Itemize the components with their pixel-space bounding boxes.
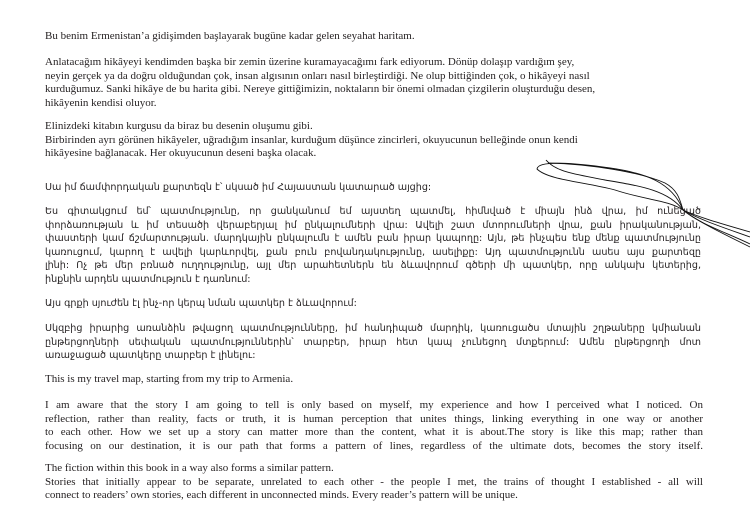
turkish-para1-line: neyin gerçek ya da doğru olduğundan çok, insan algısının onları nasıl birleştirdiği. Ne olup bittiğinden çok, o hikâyeyi nasıl [45,69,590,82]
english-para1-line: focusing on our destination, it is our path that forms a pattern of lines, regardless of the ultimate dots, becomes the story itself. [45,439,703,452]
armenian-para1-line: ինքնին արդեն պատմություն է դառնում: [45,273,251,285]
armenian-para1-line: փորձառության և իմ տեսածի վերաբերյալ իմ ընկալումների վրա: Ավելի շատ մտորումների վրա, քան իրականության, [45,219,701,231]
armenian-para3-line: առաջացած պատկերը տարբեր է լինելու: [45,350,256,361]
english-para2-line: connect to readers’ own stories, each different in unconnected minds. Every reader’s pattern will be unique. [45,489,518,501]
turkish-intro: Bu benim Ermenistan’a gidişimden başlayarak bugüne kadar gelen seyahat haritam. [45,30,415,42]
armenian-para1-line: լինի: Ոչ թե մեր բռնած ուղղությունը, այլ մեր արահետներն են ձևավորում գծերի մի պատկեր, որը անկախ կետերից, [45,260,701,271]
english-para2-line: Stories that initially appear to be separate, unrelated to each other - the people I met, the trains of thought I established - all will [45,475,703,488]
english-para1-line: reflection, rather than reality, facts or truth, it is human perception that unites things, linking everything in one way or another [45,412,703,425]
armenian-para2: Այս գրքի սյուժեն էլ ինչ-որ կերպ նման պատկեր է ձևավորում: [45,298,357,309]
english-intro: This is my travel map, starting from my trip to Armenia. [45,373,294,385]
english-para2-line: The fiction within this book in a way also forms a similar pattern. [45,462,334,474]
armenian-para1-line: փաստերի կամ ճշմարտության. մարդկային ընկալումն է ամեն բան իրար կապողը: Այն, թե ինչպես ենք մենք պատմությունը [45,233,701,244]
turkish-para2-line: Birbirinden ayrı görünen hikâyeler, uğradığım insanlar, kurduğum düşünce zincirleri, okuyucunun belleğinde onun kendi [45,133,578,146]
armenian-para3-line: Սկզբից իրարից առանձին թվացող պատմությունները, իմ հանդիպած մարդիկ, կառուցածս մտային շղթաները կմիանան [45,323,701,334]
turkish-para1-line: Anlatacağım hikâyeyi kendimden başka bir zemin üzerine kuramayacağımı fark ediyorum. Dönüp dolaşıp vardığım şey, [45,56,575,68]
english-para1-line: to each other. How we set up a story can matter more than the content, what it is about.The story is like this map; rather than [45,426,703,438]
turkish-para1-line: hikâyenin kendisi oluyor. [45,96,157,109]
armenian-para3-line: ընթերցողների սեփական պատմություններին՝ տարբեր, իրար հետ կապ չունեցող մտքերում: Ամեն ընթերցողի մոտ [45,336,701,348]
turkish-para2-line: Elinizdeki kitabın kurgusu da biraz bu desenin oluşumu gibi. [45,120,313,132]
turkish-para2-line: hikâyesine bağlanacak. Her okuyucunun deseni başka olacak. [45,147,317,159]
english-para1-line: I am aware that the story I am going to tell is only based on myself, my experience and how I perceived what I noticed. On [45,399,703,411]
turkish-para1-line: kurduğumuz. Sanki hikâye de bu harita gibi. Nereye gittiğimizin, noktaların bir önemi olmadan çizgilerin oluşturduğu desen, [45,83,596,95]
armenian-para1-line: Ես գիտակցում եմ՝ պատմությունը, որ ցանկանում եմ այստեղ պատմել, հիմնված է միայն ինձ վրա, իմ ունեցած [45,206,701,217]
armenian-intro: Սա իմ ճամփորդական քարտեզն է՝ սկսած իմ Հայաստան կատարած այցից: [45,182,432,193]
armenian-para1-line: կառուցում, կարող է ավելի կարևորվել, քան բուն բովանդակությունը, ասելիքը: Այդ պատմությունն ասես այս քարտեզը [45,246,701,258]
